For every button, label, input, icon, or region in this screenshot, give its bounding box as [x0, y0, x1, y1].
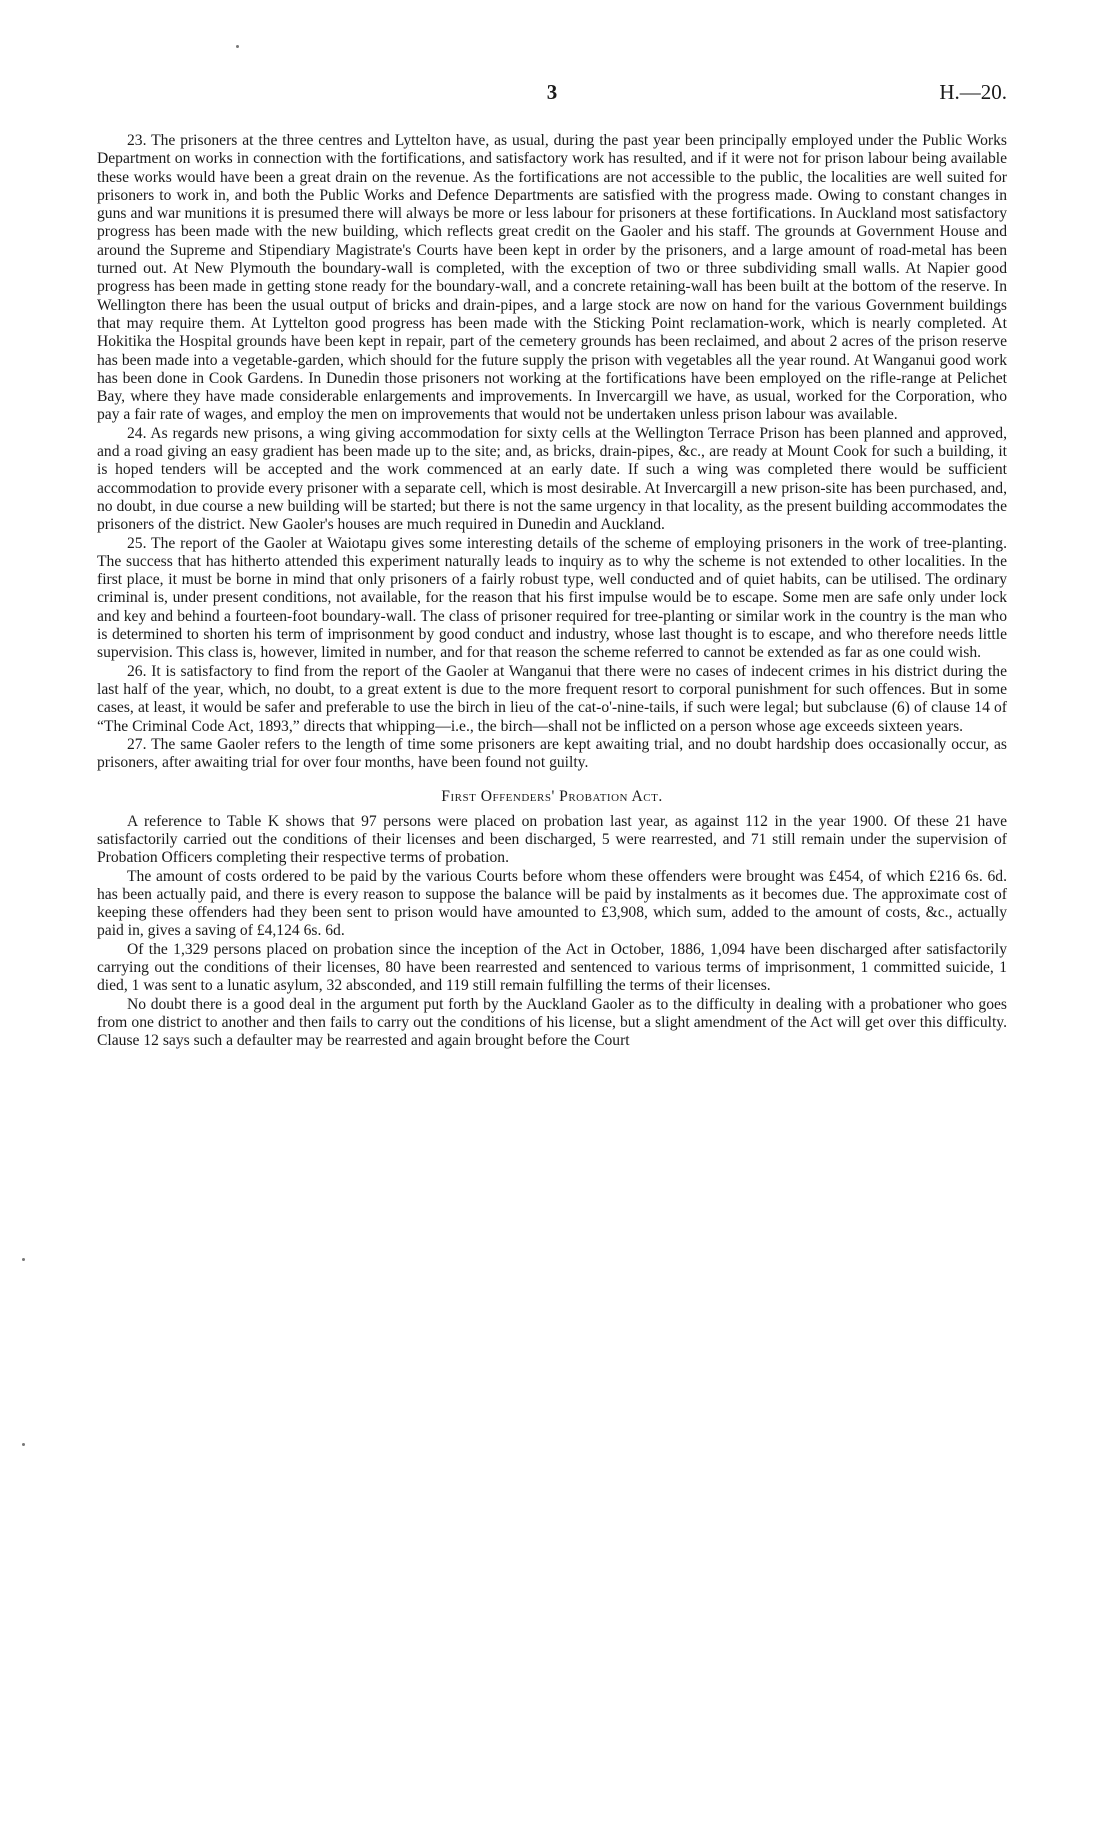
paragraph-27: 27. The same Gaoler refers to the length of time some prisoners are kept awaiting trial, and no doubt hardship does occasionally occur, as prisoners, after awaiting trial for over four months, have been found not guilty. [97, 735, 1007, 772]
paragraph-26: 26. It is satisfactory to find from the report of the Gaoler at Wanganui that there were no cases of indecent crimes in his district during the last half of the year, which, no doubt, to a great extent is due to the more frequent resort to corporal punishment for such offences. But in some cases, at least, it would be safer and preferable to use the birch in lieu of the cat-o'-nine-tails, if such were legal; but subclause (6) of clause 14 of “The Criminal Code Act, 1893,” directs that whipping—i.e., the birch—shall not be inflicted on a person whose age exceeds sixteen years. [97, 662, 1007, 735]
probation-paragraph: A reference to Table K shows that 97 persons were placed on probation last year, as against 112 in the year 1900. Of these 21 have satisfactorily carried out the conditions of their licenses and been discharged, 5 were rearrested, and 71 still remain under the supervision of Probation Officers completing their respective terms of probation. [97, 812, 1007, 867]
document-reference: H.—20. [939, 80, 1007, 104]
body-text [97, 132, 1007, 1051]
page-number: 3 [546, 80, 558, 104]
scan-speck [22, 1258, 25, 1261]
paragraph-25: 25. The report of the Gaoler at Waiotapu gives some interesting details of the scheme of employing prisoners in the work of tree-planting. The success that has hitherto attended this experiment naturally leads to inquiry as to why the scheme is not extended to other localities. In the first place, it must be borne in mind that only prisoners of a fairly robust type, well conducted and of quiet habits, can be utilised. The ordinary criminal is, under present conditions, not available, for the reason that his first impulse would be to escape. Some men are safe only under lock and key and behind a fourteen-foot boundary-wall. The class of prisoner required for tree-planting or similar work in the country is the man who is determined to shorten his term of imprisonment by good conduct and industry, whose last thought is to escape, and who therefore needs little supervision. This class is, however, limited in number, and for that reason the scheme referred to cannot be extended as far as one could wish. [97, 534, 1007, 662]
scan-speck [236, 45, 239, 48]
paragraph-23: 23. The prisoners at the three centres and Lyttelton have, as usual, during the past year been principally employed under the Public Works Department on works in connection with the fortifications, and satisfactory work has resulted, and if it were not for prison labour being available these works would have been a great drain on the revenue. As the fortifications are not accessible to the public, the localities are well suited for prisoners to work in, and both the Public Works and Defence Departments are satisfied with the progress made. Owing to constant changes in guns and war munitions it is presumed there will always be more or less labour for prisoners at these fortifications. In Auckland most satisfactory progress has been made with the new building, which reflects great credit on the Gaoler and his staff. The grounds at Government House and around the Supreme and Stipendiary Magistrate's Courts have been kept in order by the prisoners, and a large amount of road-metal has been turned out. At New Plymouth the boundary-wall is completed, with the exception of two or three subdividing small walls. At Napier good progress has been made in getting stone ready for the boundary-wall, and a concrete retaining-wall has been built at the bottom of the reserve. In Wellington there has been the usual output of bricks and drain-pipes, and a large stock are now on hand for the various Government buildings that may require them. At Lyttelton good progress has been made with the Sticking Point reclamation-work, which is nearly completed. At Hokitika the Hospital grounds have been kept in repair, part of the cemetery grounds has been reclaimed, and about 2 acres of the prison reserve has been made into a vegetable-garden, which should for the future supply the prison with vegetables all the year round. At Wanganui good work has been done in Cook Gardens. In Dunedin those prisoners not working at the fortifications have been employed on the rifle-range at Pelichet Bay, where they have made considerable enlargements and improvements. In Invercargill we have, as usual, worked for the Corporation, who pay a fair rate of wages, and employ the men on improvements that would not be undertaken unless prison labour was available. [97, 132, 1007, 424]
probation-paragraph: The amount of costs ordered to be paid by the various Courts before whom these offenders were brought was £454, of which £216 6s. 6d. has been actually paid, and there is every reason to suppose the balance will be paid by instalments as it becomes due. The approximate cost of keeping these offenders had they been sent to prison would have amounted to £3,908, which sum, added to the amount of costs, &c., actually paid in, gives a saving of £4,124 6s. 6d. [97, 867, 1007, 940]
probation-paragraph: Of the 1,329 persons placed on probation since the inception of the Act in October, 1886, 1,094 have been discharged after satisfactorily carrying out the conditions of their licenses, 80 have been rearrested and sentenced to various terms of imprisonment, 1 committed suicide, 1 died, 1 was sent to a lunatic asylum, 32 absconded, and 119 still remain fulfilling the terms of their licenses. [97, 940, 1007, 995]
probation-paragraph: No doubt there is a good deal in the argument put forth by the Auckland Gaoler as to the difficulty in dealing with a probationer who goes from one district to another and then fails to carry out the conditions of his license, but a slight amendment of the Act will get over this difficulty. Clause 12 says such a defaulter may be rearrested and again brought before the Court [97, 995, 1007, 1050]
paragraph-24: 24. As regards new prisons, a wing giving accommodation for sixty cells at the Wellington Terrace Prison has been planned and approved, and a road giving an easy gradient has been made up to the site; and, as bricks, drain-pipes, &c., are ready at Mount Cook for such a building, it is hoped tenders will be accepted and the work commenced at an early date. If such a wing was completed there would be sufficient accommodation to provide every prisoner with a separate cell, which is most desirable. At Invercargill a new prison-site has been purchased, and, no doubt, in due course a new building will be started; but there is not the same urgency in that locality, as the present building accommodates the prisoners of the district. New Gaoler's houses are much required in Dunedin and Auckland. [97, 424, 1007, 534]
section-heading: First Offenders' Probation Act. [441, 788, 663, 806]
page-header [97, 80, 1007, 108]
scan-speck [22, 1443, 25, 1446]
